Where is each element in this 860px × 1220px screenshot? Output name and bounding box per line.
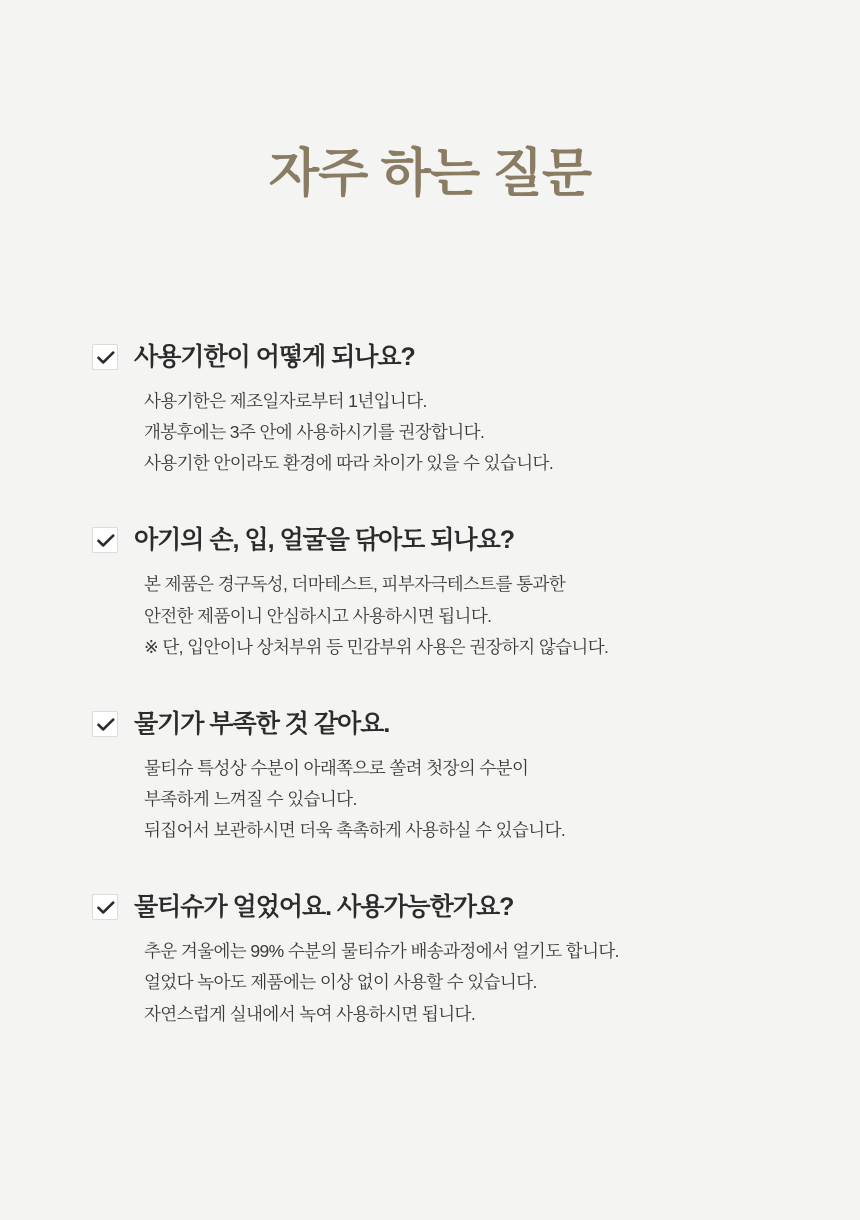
faq-answer [92, 569, 790, 662]
faq-answer-line: ※ 단, 입안이나 상처부위 등 민감부위 사용은 권장하지 않습니다. [144, 636, 609, 657]
faq-question: 아기의 손, 입, 얼굴을 닦아도 되나요? [134, 526, 514, 555]
page-title: 자주 하는 질문 [268, 144, 592, 203]
faq-item[interactable] [92, 525, 790, 662]
check-icon [92, 344, 118, 370]
faq-item[interactable] [92, 892, 790, 1029]
check-icon [92, 711, 118, 737]
faq-answer-line: 본 제품은 경구독성, 더마테스트, 피부자극테스트를 통과한 [144, 574, 566, 595]
faq-answer-line: 개봉후에는 3주 안에 사용하시기를 권장합니다. [144, 422, 485, 443]
faq-question-row[interactable] [92, 892, 790, 922]
faq-question: 물기가 부족한 것 같아요. [134, 709, 390, 738]
faq-question-row[interactable] [92, 342, 790, 372]
faq-answer [92, 936, 790, 1029]
check-icon [92, 894, 118, 920]
faq-answer-line: 자연스럽게 실내에서 녹여 사용하시면 됩니다. [144, 1003, 476, 1024]
faq-answer-line: 안전한 제품이니 안심하시고 사용하시면 됩니다. [144, 605, 492, 626]
faq-question-row[interactable] [92, 709, 790, 739]
faq-item[interactable] [92, 709, 790, 846]
faq-answer-line: 사용기한은 제조일자로부터 1년입니다. [144, 391, 427, 412]
faq-item[interactable] [92, 342, 790, 479]
faq-answer-line: 뒤집어서 보관하시면 더욱 촉촉하게 사용하실 수 있습니다. [144, 820, 566, 841]
faq-answer-line: 물티슈 특성상 수분이 아래쪽으로 쏠려 첫장의 수분이 [144, 757, 529, 778]
faq-question-row[interactable] [92, 525, 790, 555]
faq-question: 물티슈가 얼었어요. 사용가능한가요? [134, 893, 514, 922]
faq-answer-line: 추운 겨울에는 99% 수분의 물티슈가 배송과정에서 얼기도 합니다. [144, 941, 619, 962]
faq-answer-line: 부족하게 느껴질 수 있습니다. [144, 789, 357, 810]
faq-answer-line: 얼었다 녹아도 제품에는 이상 없이 사용할 수 있습니다. [144, 972, 537, 993]
faq-list [0, 342, 860, 1030]
page-title-wrapper [0, 0, 860, 240]
faq-answer-line: 사용기한 안이라도 환경에 따라 차이가 있을 수 있습니다. [144, 453, 554, 474]
check-icon [92, 527, 118, 553]
faq-answer [92, 386, 790, 479]
faq-question: 사용기한이 어떻게 되나요? [134, 343, 415, 372]
faq-answer [92, 753, 790, 846]
